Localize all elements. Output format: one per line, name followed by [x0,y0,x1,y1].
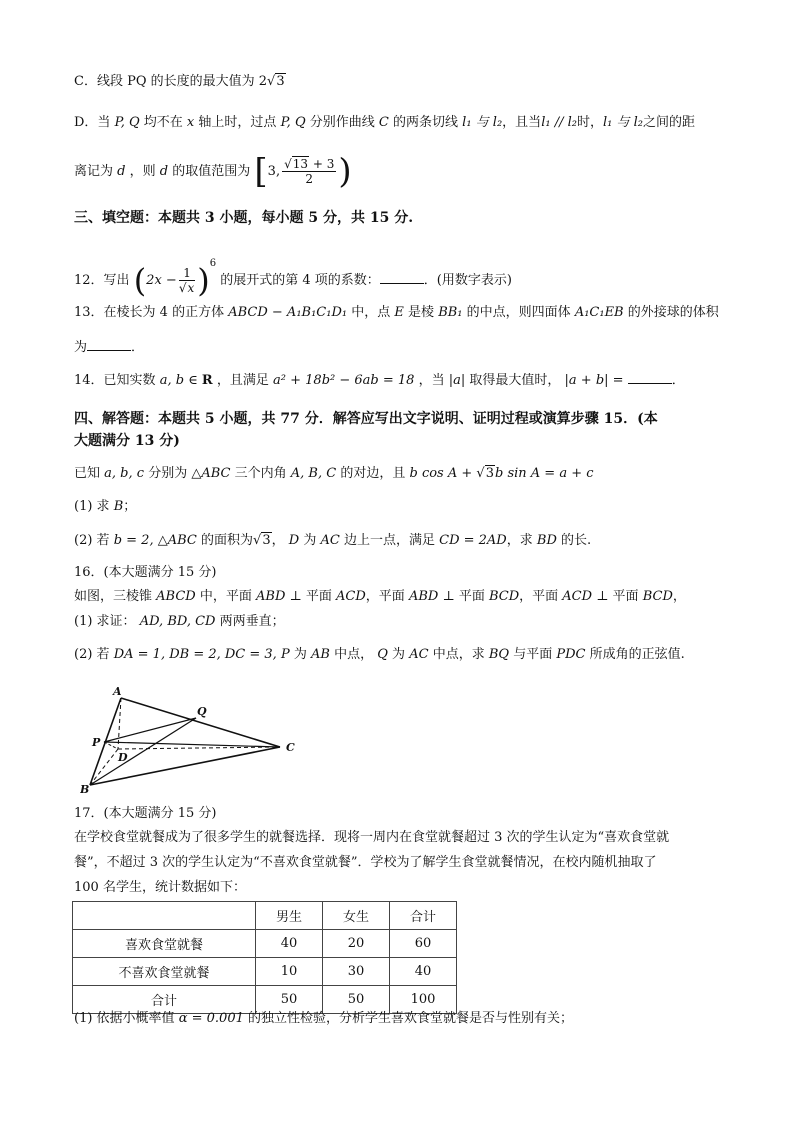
text: 13．在棱长为 4 的正方体 [74,305,225,320]
exponent: 6 [209,258,217,269]
math: △ABC [191,466,231,481]
real-set: R [201,373,213,388]
table-cell: 50 [256,986,323,1014]
table-cell: 10 [256,958,323,986]
q14 [74,371,685,391]
table-cell: 60 [390,930,457,958]
table-cell: 30 [323,958,390,986]
math: AC [320,533,340,548]
text: 的独立性检验，分析学生喜欢食堂就餐是否与性别有关； [248,1011,574,1026]
math: A, B, C [290,466,337,481]
text: 三个内角 [234,466,287,481]
table-header-row [73,902,457,930]
range-left: 3, [267,164,281,179]
math: a, b, c [104,466,145,481]
math: P, Q [280,115,306,130]
math: ACD [562,589,593,604]
label-d: D [118,751,128,764]
math: C [378,115,389,130]
text: 14．已知实数 [74,373,156,388]
math: AD, BD, CD [139,614,216,629]
text: 如图，三棱锥 [74,589,153,604]
text: 分别为 [148,466,188,481]
text: (1) 求 [74,499,110,514]
edge-dc [118,747,280,749]
table-cell: 50 [323,986,390,1014]
table-cell: 40 [390,958,457,986]
text: ．(用数字表示) [423,273,512,288]
text: (2) 若 [74,533,110,548]
header-cell: 男生 [256,902,323,930]
text: 所成角的正弦值. [589,647,685,662]
q17-part1 [74,1009,573,1029]
label-c: C [286,741,295,754]
q11-option-d-range [74,152,352,192]
text: (1) 依据小概率值 [74,1011,175,1026]
text: 中点，求 [432,647,485,662]
math: l₁ 与 l₂ [462,115,503,130]
label-b: B [80,783,90,796]
text: 取得最大值时， [469,373,561,388]
option-c-root: 3 [276,74,285,89]
text: 的对边，且 [340,466,406,481]
table-row [73,958,457,986]
math: P, Q [114,115,140,130]
math: A₁C₁EB [574,305,624,320]
math: DA = 1, DB = 2, DC = 3, P [113,647,290,662]
text: ，平面 [519,589,559,604]
text: 的展开式的第 4 项的系数： [220,273,380,288]
text: 的中点，则四面体 [466,305,571,320]
text: ，平面 [365,589,405,604]
header-cell [73,902,256,930]
answer-blank[interactable] [87,338,131,351]
range-plus: + 3 [309,157,335,171]
label-q: Q [197,705,207,718]
q17-title: 17．(本大题满分 15 分) [74,806,217,821]
text: (2) 若 [74,647,110,662]
math: AB [310,647,330,662]
q16-title: 16．(本大题满分 15 分) [74,565,217,580]
text: ，且满足 [216,373,269,388]
text: 是棱 [408,305,435,320]
q17-line1: 在学校食堂就餐成为了很多学生的就餐选择．现将一周内在食堂就餐超过 3 次的学生认定为“喜欢食堂就 [74,830,670,845]
q13-line1 [74,303,719,323]
text: ． [671,373,685,388]
math: |a + b| = [564,373,624,388]
text: ，且当 [502,115,542,130]
text: ． [131,340,145,355]
math: B [113,499,124,514]
text: 已知 [74,466,101,481]
math: BB₁ [438,305,463,320]
q17-line3: 100 名学生，统计数据如下： [74,880,246,895]
range-fraction [282,157,336,186]
text: 分别作曲线 [309,115,375,130]
text: 为 [74,340,88,355]
fraction [179,266,195,295]
text: 之间的距 [642,115,695,130]
q11-option-c [74,72,286,92]
option-c-text: C．线段 PQ 的长度的最大值为 [74,74,255,89]
q12 [74,246,512,299]
math: α = 0.001 [178,1011,244,1026]
segment-pc [104,742,280,747]
math: PDC [556,647,586,662]
header-cell: 女生 [323,902,390,930]
section-3-title: 三、填空题：本题共 3 小题，每小题 5 分，共 15 分. [74,210,414,226]
right-paren: ) [338,151,352,192]
left-bracket: [ [254,151,268,192]
text: 中，平面 [199,589,252,604]
q13-line2 [74,338,144,358]
text: 的面积为 [201,533,254,548]
math: b sin A = a + c [495,466,594,481]
range-den: 2 [305,172,314,186]
sqrt-symbol: √ [267,74,276,89]
table-cell: 100 [390,986,457,1014]
math: CD = 2AD [439,533,507,548]
numerator: 1 [179,266,195,281]
math: BCD [488,589,520,604]
text: 中，点 [351,305,391,320]
math: b = 2, △ABC [113,533,197,548]
math: ABD [408,589,439,604]
math: d [159,164,169,179]
math: d [117,164,126,179]
text: ， [271,533,285,548]
sqrt-symbol: √ [476,466,485,481]
math: Q [377,647,388,662]
text: ⊥ 平面 [289,589,332,604]
text: 两两垂直； [219,614,285,629]
label-p: P [92,736,101,749]
range-root: 13 [292,157,309,171]
table-row [73,930,457,958]
text: 的长. [561,533,592,548]
math: ABCD − A₁B₁C₁D₁ [228,305,348,320]
math: E [394,305,404,320]
sqrt-symbol: √ [253,533,262,548]
sqrt-symbol: √ [178,281,187,295]
text: 轴上时，过点 [198,115,277,130]
table-cell: 合计 [73,986,256,1014]
text: 边上一点，满足 [343,533,435,548]
pyramid-figure [80,686,310,796]
table-cell: 喜欢食堂就餐 [73,930,256,958]
answer-blank[interactable] [380,271,424,284]
math: l₁ 与 l₂ [602,115,643,130]
text: ⊥ 平面 [596,589,639,604]
text: 12．写出 [74,273,130,288]
stats-table [72,901,457,1014]
segment-pd [104,742,118,749]
denominator-root: x [187,281,195,295]
math: ACD [336,589,366,604]
math: 2x − [146,273,177,288]
math: a, b ∈ [159,373,202,388]
right-paren: ) [197,261,210,300]
math: a² + 18b² − 6ab = 18 [273,373,415,388]
q16-part2 [74,645,685,665]
q17-line2: 餐”，不超过 3 次的学生认定为“不喜欢食堂就餐”．学校为了解学生食堂就餐情况，在校内随机抽取了 [74,855,657,870]
table-cell: 40 [256,930,323,958]
header-cell: 合计 [390,902,457,930]
text: 均不在 [143,115,183,130]
text: ，则 [129,164,156,179]
math: D [288,533,300,548]
option-c-value: 2 [258,74,268,89]
q16-stem [74,587,686,607]
math: BCD [642,589,673,604]
left-paren: ( [133,261,147,300]
text: 离记为 [74,164,114,179]
math: BD [536,533,557,548]
answer-blank[interactable] [628,371,672,384]
text: D．当 [74,115,111,130]
q16-part1 [74,612,285,632]
table-cell: 不喜欢食堂就餐 [73,958,256,986]
text: 的取值范围为 [172,164,251,179]
text: ， [672,589,686,604]
text: (1) 求证： [74,614,136,629]
sqrt-symbol: √ [284,157,292,171]
math: l₁ // l₂ [541,115,577,130]
root: 3 [262,533,271,548]
root: 3 [485,466,494,481]
text: 中点， [334,647,374,662]
label-a: A [113,686,122,698]
section-4-title-cont: 大题满分 13 分) [74,433,180,449]
text: 时， [576,115,603,130]
table-cell: 20 [323,930,390,958]
text: 为 [303,533,317,548]
text: 为 [392,647,406,662]
text: 的两条切线 [393,115,459,130]
math: ABD [256,589,286,604]
q11-option-d [74,113,695,133]
q15-stem [74,464,594,484]
text: ，当 [418,373,445,388]
section-4-title: 四、解答题：本题共 5 小题，共 77 分．解答应写出文字说明、证明过程或演算步骤 15．(本 [74,411,658,427]
math: ABCD [156,589,196,604]
text: ，求 [506,533,533,548]
q15-part2 [74,531,591,551]
segment-pq [104,718,196,742]
math: b cos A + [409,466,477,481]
text: 为 [293,647,307,662]
text: 的外接球的体积 [627,305,719,320]
math: BQ [488,647,510,662]
q15-part1 [74,497,136,517]
math: AC [409,647,429,662]
text: ⊥ 平面 [442,589,485,604]
text: ； [123,499,137,514]
math: x [186,115,195,130]
text: 与平面 [513,647,553,662]
math: |a| [448,373,466,388]
